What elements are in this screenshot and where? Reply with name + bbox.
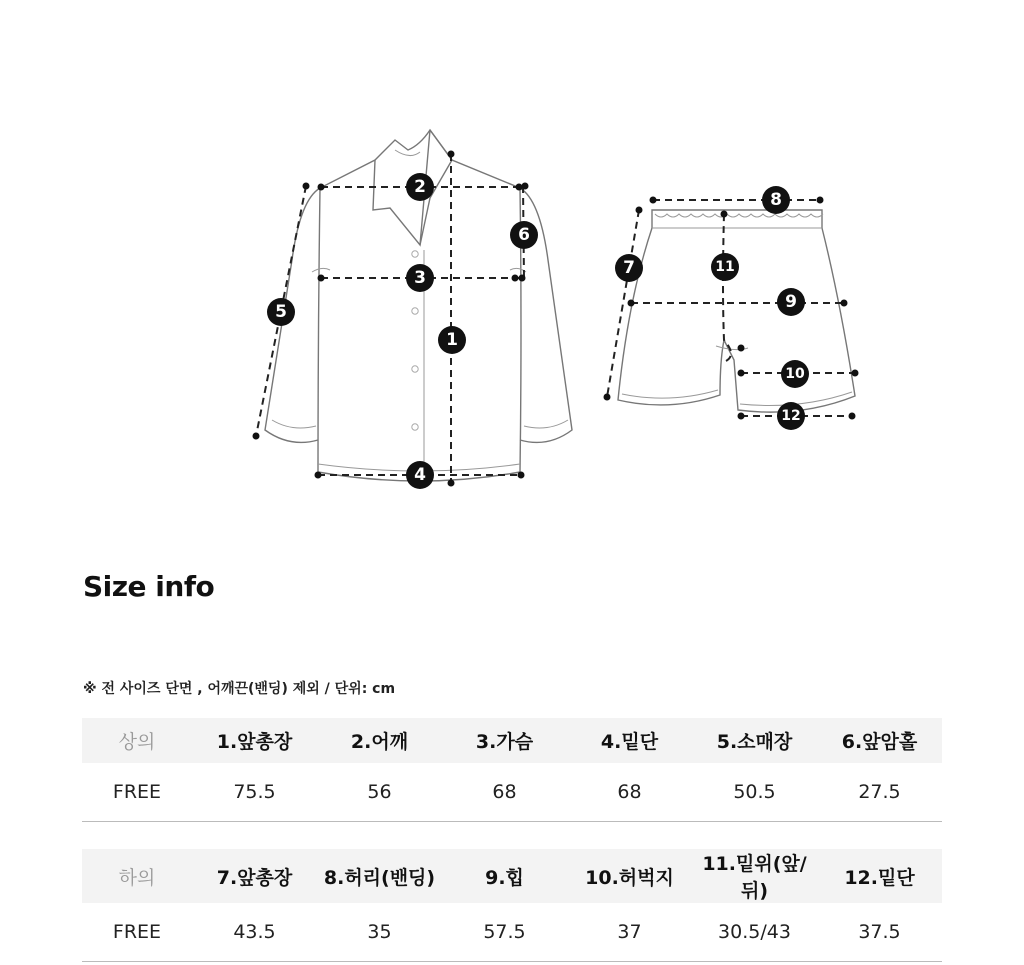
svg-text:12: 12 [781,408,801,424]
column-header: 8.허리(밴딩) [317,849,442,903]
table-cell: 57.5 [483,921,526,943]
table-row [82,903,942,962]
column-header: 9.힙 [442,849,567,903]
category-label: 하의 [82,849,192,903]
marker-7 [615,254,643,282]
table-row [82,763,942,822]
top-size-table [82,718,942,822]
marker-3 [406,264,434,292]
table-header-row [82,849,942,903]
svg-text:10: 10 [785,366,805,382]
marker-9 [777,288,805,316]
marker-12 [777,402,805,430]
shorts-measure-lines [604,197,859,420]
svg-text:1: 1 [446,330,458,350]
column-header: 7.앞총장 [192,849,317,903]
category-label: 상의 [82,718,192,763]
table-cell: 43.5 [233,921,276,943]
table-cell: 68 [492,781,517,803]
shorts-illustration [618,210,855,412]
svg-text:4: 4 [414,465,426,485]
column-header: 5.소매장 [692,718,817,763]
marker-1 [438,326,466,354]
marker-8 [762,186,790,214]
table-cell: 37.5 [858,921,901,943]
table-cell: 27.5 [858,781,901,803]
size-label: FREE [112,921,162,943]
column-header: 3.가슴 [442,718,567,763]
column-header: 11.밑위(앞/뒤) [692,849,817,903]
svg-text:5: 5 [275,302,287,322]
shirt-measure-lines [253,151,529,487]
table-cell: 56 [367,781,392,803]
table-cell: 68 [617,781,642,803]
marker-2 [406,173,434,201]
svg-text:9: 9 [785,292,797,312]
column-header: 2.어깨 [317,718,442,763]
column-header: 12.밑단 [817,849,942,903]
svg-text:7: 7 [623,258,635,278]
svg-text:6: 6 [518,225,530,245]
marker-5 [267,298,295,326]
table-cell: 75.5 [233,781,276,803]
svg-text:8: 8 [770,190,782,210]
marker-4 [406,461,434,489]
column-header: 6.앞암홀 [817,718,942,763]
table-cell: 35 [367,921,392,943]
svg-text:11: 11 [715,259,735,275]
table-cell: 50.5 [733,781,776,803]
column-header: 1.앞총장 [192,718,317,763]
svg-text:3: 3 [414,268,426,288]
section-title: Size info [83,570,215,603]
table-cell: 37 [617,921,642,943]
column-header: 10.허벅지 [567,849,692,903]
size-label: FREE [112,781,162,803]
measurement-note: ※ 전 사이즈 단면 , 어깨끈(밴딩) 제외 / 단위: cm [83,681,396,697]
marker-10 [781,360,809,388]
marker-6 [510,221,538,249]
svg-text:2: 2 [414,177,426,197]
bottom-size-table [82,849,942,962]
table-header-row [82,718,942,763]
marker-11 [711,253,739,281]
column-header: 4.밑단 [567,718,692,763]
table-cell: 30.5/43 [718,921,791,943]
